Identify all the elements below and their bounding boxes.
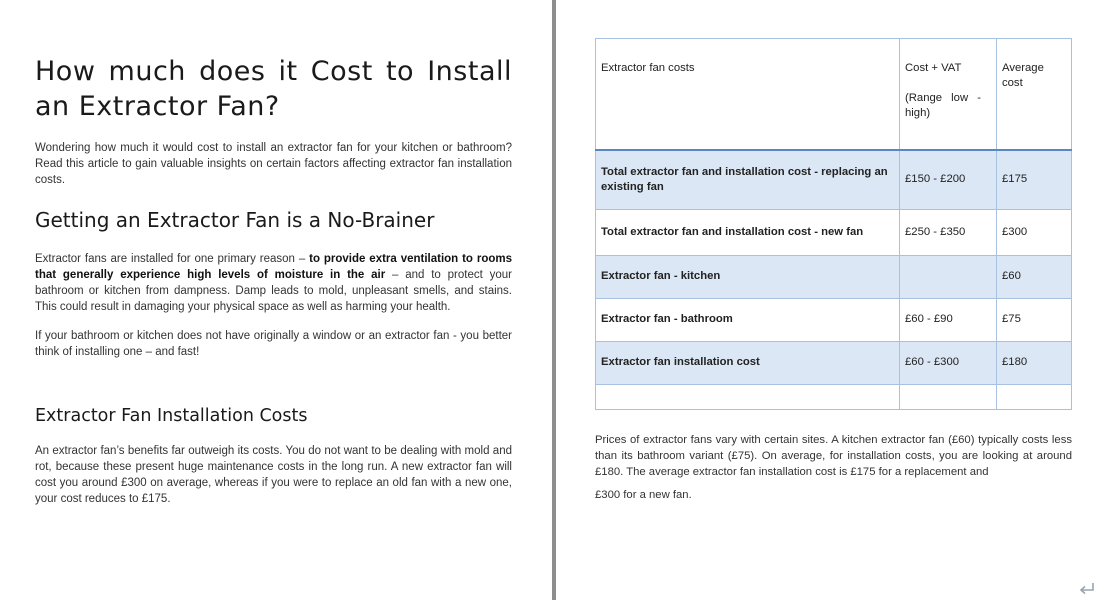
table-header-row — [596, 39, 1072, 151]
window-advice-paragraph: If your bathroom or kitchen does not have originally a window or an extractor fan - you better think of installing one – and fast! — [35, 330, 512, 358]
row-range: £60 - £300 — [900, 341, 997, 384]
table-row — [596, 255, 1072, 298]
row-item: Extractor fan installation cost — [596, 341, 900, 384]
table-row — [596, 209, 1072, 255]
page-title: How much does it Cost to Install an Extractor Fan? — [35, 56, 512, 122]
row-average — [997, 384, 1072, 409]
ventilation-paragraph — [35, 251, 512, 315]
table-row — [596, 341, 1072, 384]
row-range: £60 - £90 — [900, 298, 997, 341]
prices-paragraph: Prices of extractor fans vary with certain sites. A kitchen extractor fan (£60) typically costs less than its bathroom variant (£75). On average, for installation costs, you are looking at around £180. The average extractor fan installation cost is £175 for a replacement and — [595, 434, 1072, 478]
header-item: Extractor fan costs — [596, 39, 900, 151]
row-average: £175 — [997, 150, 1072, 209]
row-range: £250 - £350 — [900, 209, 997, 255]
ventilation-bold-text: to provide extra ventilation to rooms that generally experience high levels of moisture in the air — [35, 253, 512, 281]
row-average: £300 — [997, 209, 1072, 255]
row-item: Extractor fan - bathroom — [596, 298, 900, 341]
row-item: Total extractor fan and installation cost - new fan — [596, 209, 900, 255]
table-row — [596, 150, 1072, 209]
header-cost — [900, 39, 997, 151]
section-heading-installation-costs: Extractor Fan Installation Costs — [35, 406, 308, 426]
table-row — [596, 384, 1072, 409]
header-average: Average cost — [997, 39, 1072, 151]
header-cost-label: Cost + VAT — [905, 62, 962, 74]
row-item: Total extractor fan and installation cost - replacing an existing fan — [596, 150, 900, 209]
row-item: Extractor fan - kitchen — [596, 255, 900, 298]
row-item — [596, 384, 900, 409]
row-range — [900, 384, 997, 409]
installation-costs-paragraph: An extractor fan’s benefits far outweigh its costs. You do not want to be dealing with mold and rot, because these present huge maintenance costs in the long run. A new extractor fan will cost you around £300 on average, whereas if you were to replace an old fan with a new one, your cost reduces to £175. — [35, 445, 512, 505]
paragraph-return-icon — [1078, 582, 1096, 596]
row-average: £60 — [997, 255, 1072, 298]
right-page — [556, 0, 1100, 600]
row-range: £150 - £200 — [900, 150, 997, 209]
section-heading-no-brainer: Getting an Extractor Fan is a No-Brainer — [35, 208, 435, 232]
intro-paragraph: Wondering how much it would cost to install an extractor fan for your kitchen or bathroom? Read this article to gain valuable insights on certain factors affecting extractor fan installation costs. — [35, 142, 512, 186]
table-row — [596, 298, 1072, 341]
ventilation-text-end: – and to protect your bathroom or kitchen from dampness. Damp leads to mold, unpleasant smells, and stains. This could result in damaging your physical space as well as harming your health. — [35, 269, 512, 313]
row-average: £180 — [997, 341, 1072, 384]
row-average: £75 — [997, 298, 1072, 341]
header-range-note: (Range low - high) — [905, 92, 981, 119]
row-range — [900, 255, 997, 298]
cost-table — [595, 38, 1072, 410]
prices-paragraph-end: £300 for a new fan. — [595, 489, 692, 501]
ventilation-text-start: Extractor fans are installed for one primary reason – — [35, 253, 310, 265]
